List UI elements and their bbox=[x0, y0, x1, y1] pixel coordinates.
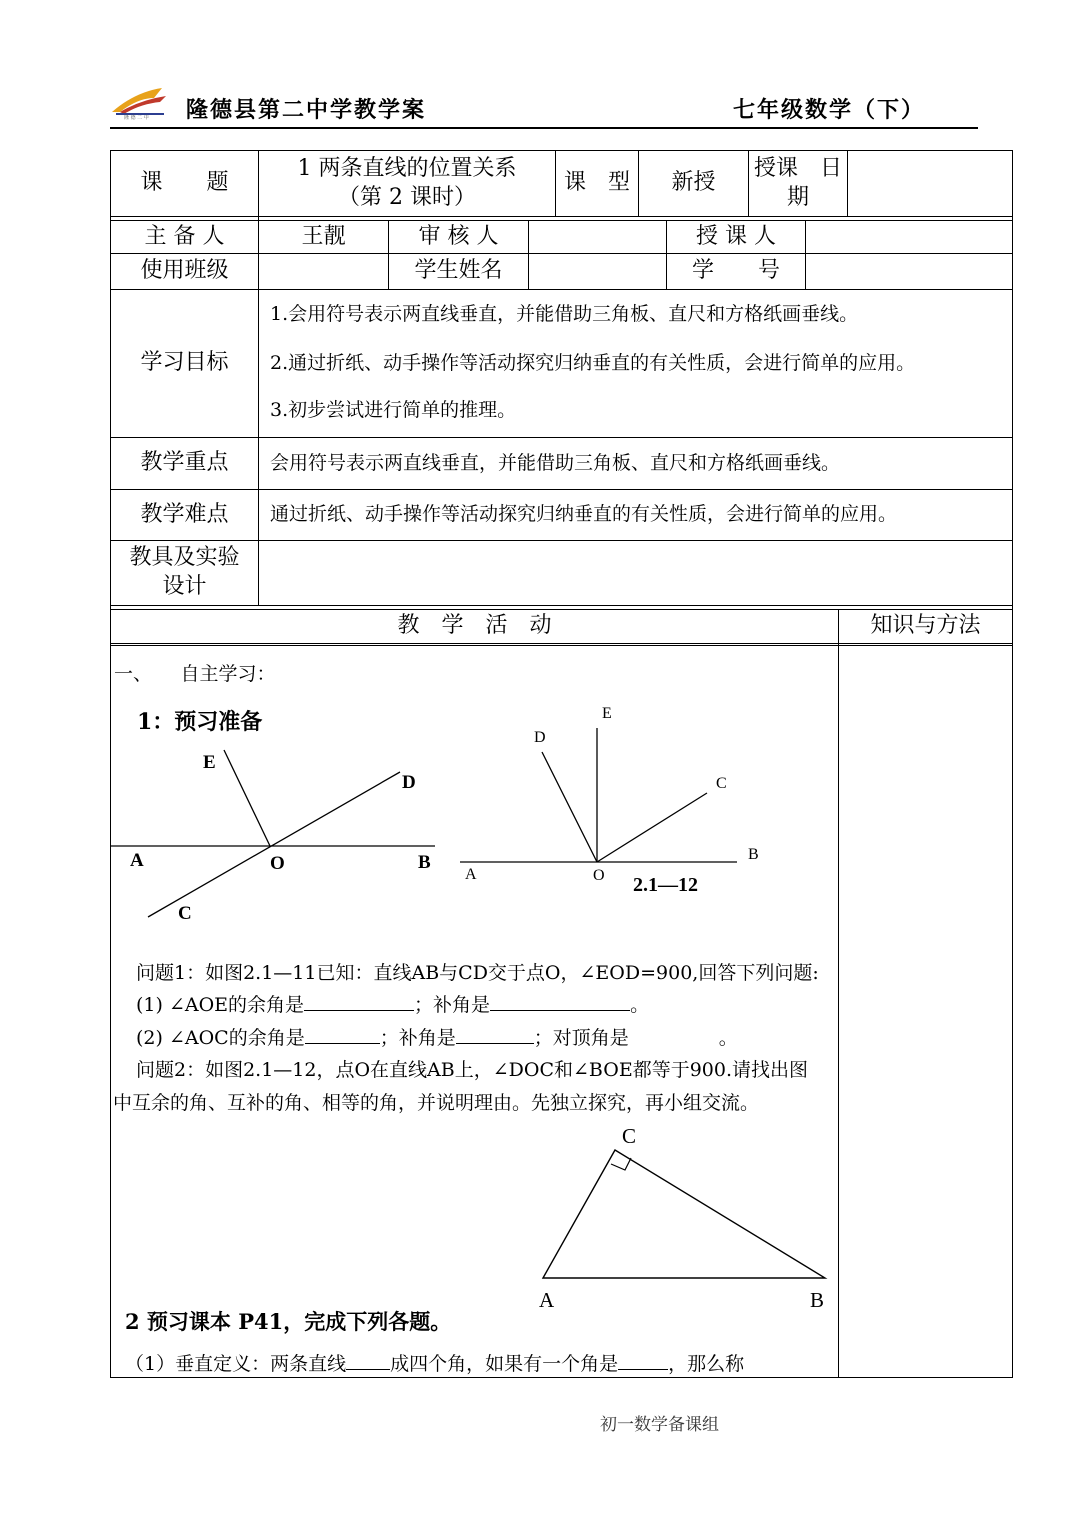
reviewer-value[interactable] bbox=[529, 221, 666, 253]
tools-label-line1: 教具及实验 bbox=[129, 545, 240, 571]
fig1-label-a: A bbox=[130, 850, 144, 871]
q1-1-text-c: 。 bbox=[630, 994, 650, 1016]
preparer-label: 主 备 人 bbox=[144, 223, 225, 249]
difficult-value: 通过折纸、动手操作等活动探究归纳垂直的有关性质，会进行简单的应用。 bbox=[270, 503, 898, 525]
fig1-label-e: E bbox=[203, 752, 216, 773]
ray-od-2 bbox=[542, 752, 597, 862]
tri-label-b: B bbox=[810, 1288, 825, 1312]
tri-label-a: A bbox=[539, 1288, 555, 1312]
reviewer-label: 审 核 人 bbox=[418, 223, 499, 249]
page-footer: 初一数学备课组 bbox=[600, 1415, 719, 1435]
fig2-label-a: A bbox=[465, 866, 477, 883]
q1-1-text-a: (1) ∠AOE的余角是 bbox=[136, 994, 305, 1016]
def-blank-angle[interactable] bbox=[618, 1351, 668, 1370]
grade-title: 七年级数学（下） bbox=[733, 97, 926, 123]
tools-label-line2: 设计 bbox=[162, 574, 207, 599]
topic-label: 课 题 bbox=[140, 170, 229, 196]
fig2-label-d: D bbox=[534, 729, 546, 746]
svg-text:隆 德 二 中: 隆 德 二 中 bbox=[124, 115, 149, 120]
q1-1-blank-supplement[interactable] bbox=[490, 992, 630, 1011]
teacher-label: 授 课 人 bbox=[696, 223, 776, 249]
tri-label-c: C bbox=[622, 1124, 637, 1148]
question-1-part-2 bbox=[136, 1023, 738, 1050]
objectives-label: 学习目标 bbox=[140, 350, 229, 376]
q1-1-text-b: ；补角是 bbox=[414, 994, 491, 1016]
date-label-line2: 期 bbox=[786, 184, 809, 210]
objective-3: 3.初步尝试进行简单的推理。 bbox=[270, 399, 517, 421]
q1-2-blank-supplement[interactable] bbox=[456, 1025, 534, 1044]
student-value[interactable] bbox=[529, 254, 666, 289]
fig1-label-d: D bbox=[402, 772, 416, 793]
activity-header: 教 学 活 动 bbox=[397, 613, 552, 639]
question-1-part-1 bbox=[136, 990, 649, 1017]
q1-2-text-d: 。 bbox=[718, 1027, 738, 1049]
class-label: 使用班级 bbox=[140, 258, 229, 284]
triangle-abc bbox=[543, 1150, 825, 1278]
difficult-label: 教学难点 bbox=[140, 501, 229, 527]
topic-line2: （第 2 课时） bbox=[338, 184, 476, 210]
fig2-label-o: O bbox=[593, 867, 605, 884]
tools-label bbox=[111, 541, 258, 605]
q1-2-text-c: ；对顶角是 bbox=[533, 1027, 629, 1049]
q1-2-blank-complement[interactable] bbox=[305, 1025, 380, 1044]
right-angle-mark bbox=[611, 1158, 631, 1170]
objective-2: 2.通过折纸、动手操作等活动探究归纳垂直的有关性质，会进行简单的应用。 bbox=[270, 352, 916, 374]
date-label bbox=[749, 151, 847, 216]
fig2-label-c: C bbox=[716, 775, 727, 792]
q1-2-text-a: (2) ∠AOC的余角是 bbox=[136, 1027, 305, 1049]
right-triangle-figure bbox=[535, 1140, 835, 1290]
q1-1-blank-complement[interactable] bbox=[304, 992, 414, 1011]
fig1-label-o: O bbox=[270, 853, 285, 874]
prep2-title: 2 预习课本 P41，完成下列各题。 bbox=[125, 1309, 452, 1334]
date-label-line1: 授课 日 bbox=[753, 155, 842, 181]
key-label: 教学重点 bbox=[140, 450, 229, 476]
school-logo bbox=[110, 84, 170, 120]
def-text-b: 成四个角，如果有一个角是 bbox=[390, 1353, 619, 1375]
topic-value bbox=[259, 151, 555, 216]
section-1-title: 一、 自主学习： bbox=[114, 663, 276, 685]
fig2-label-b: B bbox=[748, 846, 759, 863]
type-value: 新授 bbox=[671, 170, 716, 196]
figure-2-1-12 bbox=[455, 720, 755, 870]
key-value: 会用符号表示两直线垂直，并能借助三角板、直尺和方格纸画垂线。 bbox=[270, 452, 841, 474]
class-value[interactable] bbox=[259, 254, 388, 289]
question-2-line-2: 中互余的角、互补的角、相等的角，并说明理由。先独立探究，再小组交流。 bbox=[113, 1092, 760, 1114]
figure-2-1-11 bbox=[110, 740, 450, 930]
school-title: 隆德县第二中学教学案 bbox=[186, 97, 427, 123]
definition-line bbox=[125, 1349, 744, 1376]
question-1: 问题1：如图2.1—11已知：直线AB与CD交于点O，∠EOD=900,回答下列问题: bbox=[136, 962, 819, 984]
fig2-label-e: E bbox=[602, 705, 612, 722]
type-label: 课 型 bbox=[563, 170, 630, 196]
fig1-label-b: B bbox=[418, 852, 431, 873]
fig2-caption: 2.1—12 bbox=[633, 874, 698, 896]
def-blank-intersect[interactable] bbox=[346, 1351, 390, 1370]
preparer-value: 王靓 bbox=[301, 223, 346, 249]
objective-1: 1.会用符号表示两直线垂直，并能借助三角板、直尺和方格纸画垂线。 bbox=[270, 303, 859, 325]
header-rule bbox=[110, 127, 978, 129]
q1-2-text-b: ；补角是 bbox=[379, 1027, 456, 1049]
ray-oe bbox=[224, 750, 270, 846]
number-value[interactable] bbox=[806, 254, 1012, 289]
def-text-a: （1）垂直定义：两条直线 bbox=[125, 1353, 347, 1375]
line-cd bbox=[148, 772, 400, 917]
topic-line1: 1 两条直线的位置关系 bbox=[297, 155, 517, 181]
date-value[interactable] bbox=[848, 151, 1012, 216]
def-text-c: ，那么称 bbox=[668, 1353, 745, 1375]
student-label: 学生姓名 bbox=[414, 258, 503, 284]
prep-title: 1：预习准备 bbox=[137, 709, 263, 735]
ray-oc-2 bbox=[597, 793, 707, 862]
fig1-label-c: C bbox=[178, 903, 192, 924]
teacher-value[interactable] bbox=[806, 221, 1012, 253]
method-header: 知识与方法 bbox=[870, 613, 981, 639]
question-2-line-1: 问题2：如图2.1—12，点O在直线AB上，∠DOC和∠BOE都等于900.请找出图 bbox=[136, 1059, 808, 1081]
number-label: 学 号 bbox=[691, 258, 780, 284]
